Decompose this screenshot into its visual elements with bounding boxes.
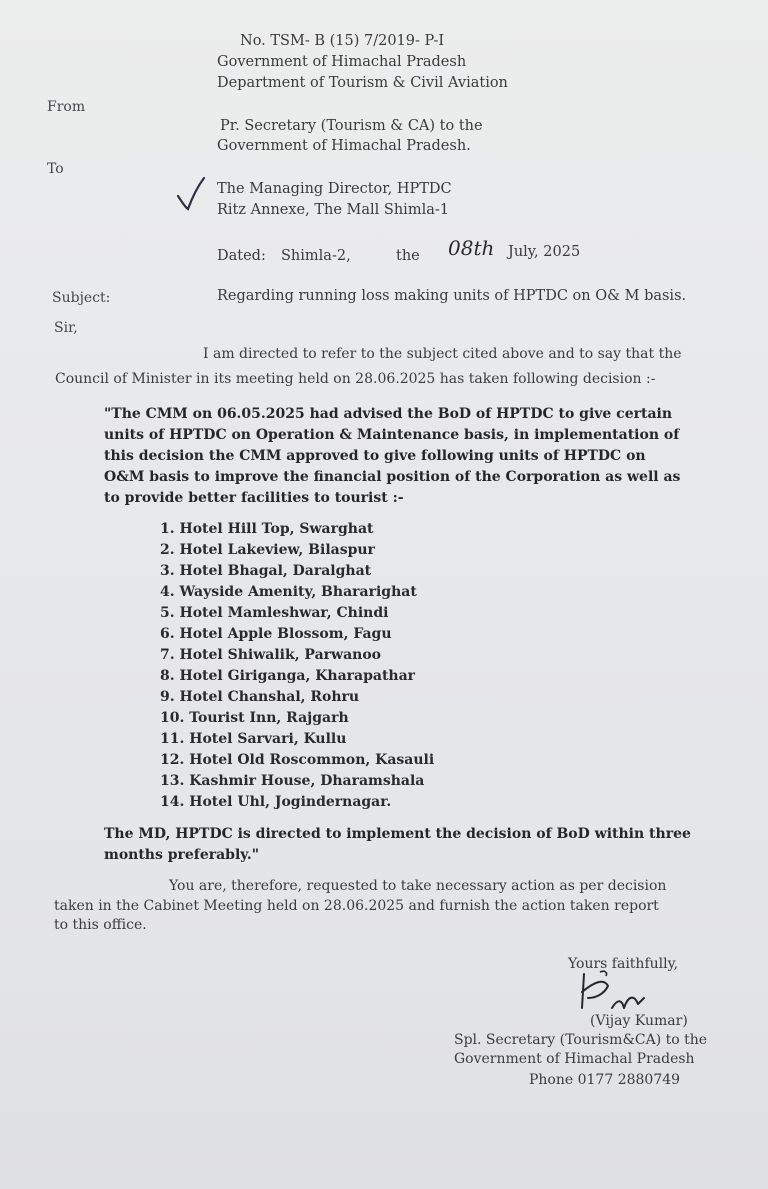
yours-faithfully: Yours faithfully, (568, 956, 679, 972)
tick-mark-icon (176, 176, 206, 212)
intro-line-2: Council of Minister in its meeting held on 28.06.2025 has taken following decision :- (55, 371, 656, 387)
reference-number: No. TSM- B (15) 7/2019- P-I (240, 33, 445, 49)
directive-line-2: months preferably." (104, 847, 259, 863)
closing-line-3: to this office. (54, 917, 147, 933)
signatory-designation-1: Spl. Secretary (Tourism&CA) to the (454, 1032, 708, 1048)
dated-day-handwritten: 08th (448, 236, 495, 260)
list-item: 13. Kashmir House, Dharamshala (160, 773, 425, 789)
list-item: 12. Hotel Old Roscommon, Kasauli (160, 752, 435, 768)
subject-text: Regarding running loss making units of HPTDC on O& M basis. (217, 288, 687, 304)
to-line-2: Ritz Annexe, The Mall Shimla-1 (217, 202, 449, 218)
list-item: 8. Hotel Giriganga, Kharapathar (160, 668, 416, 684)
directive-line-1: The MD, HPTDC is directed to implement the decision of BoD within three (104, 826, 691, 842)
list-item: 6. Hotel Apple Blossom, Fagu (160, 626, 392, 642)
closing-line-2: taken in the Cabinet Meeting held on 28.06.2025 and furnish the action taken report (54, 898, 659, 914)
to-label: To (47, 161, 64, 177)
list-item: 3. Hotel Bhagal, Daralghat (160, 563, 372, 579)
signature-scribble-icon (574, 968, 654, 1018)
quote-line-5: to provide better facilities to tourist :- (104, 490, 404, 506)
closing-line-1: You are, therefore, requested to take necessary action as per decision (169, 878, 667, 894)
quote-line-1: "The CMM on 06.05.2025 had advised the BoD of HPTDC to give certain (104, 406, 673, 422)
list-item: 4. Wayside Amenity, Bhararighat (160, 584, 417, 600)
from-line-1: Pr. Secretary (Tourism & CA) to the (220, 118, 483, 134)
to-line-1: The Managing Director, HPTDC (217, 181, 452, 197)
list-item: 14. Hotel Uhl, Jogindernagar. (160, 794, 392, 810)
government-name: Government of Himachal Pradesh (217, 54, 467, 70)
signatory-name: (Vijay Kumar) (590, 1013, 688, 1029)
department-name: Department of Tourism & Civil Aviation (217, 75, 508, 91)
from-line-2: Government of Himachal Pradesh. (217, 138, 471, 154)
list-item: 9. Hotel Chanshal, Rohru (160, 689, 360, 705)
salutation: Sir, (54, 320, 78, 336)
list-item: 11. Hotel Sarvari, Kullu (160, 731, 347, 747)
quote-line-2: units of HPTDC on Operation & Maintenance basis, in implementation of (104, 427, 680, 443)
from-label: From (47, 99, 86, 115)
list-item: 5. Hotel Mamleshwar, Chindi (160, 605, 389, 621)
subject-label: Subject: (52, 290, 111, 306)
quote-line-4: O&M basis to improve the financial position of the Corporation as well as (104, 469, 681, 485)
list-item: 10. Tourist Inn, Rajgarh (160, 710, 349, 726)
dated-month-year: July, 2025 (508, 244, 581, 260)
list-item: 1. Hotel Hill Top, Swarghat (160, 521, 374, 537)
phone-number: Phone 0177 2880749 (529, 1072, 681, 1088)
list-item: 2. Hotel Lakeview, Bilaspur (160, 542, 375, 558)
dated-label: Dated: (217, 248, 266, 264)
quote-line-3: this decision the CMM approved to give following units of HPTDC on (104, 448, 646, 464)
signatory-designation-2: Government of Himachal Pradesh (454, 1051, 695, 1067)
list-item: 7. Hotel Shiwalik, Parwanoo (160, 647, 382, 663)
intro-line-1: I am directed to refer to the subject cited above and to say that the (203, 346, 682, 362)
dated-the: the (396, 248, 420, 264)
dated-place: Shimla-2, (281, 248, 351, 264)
